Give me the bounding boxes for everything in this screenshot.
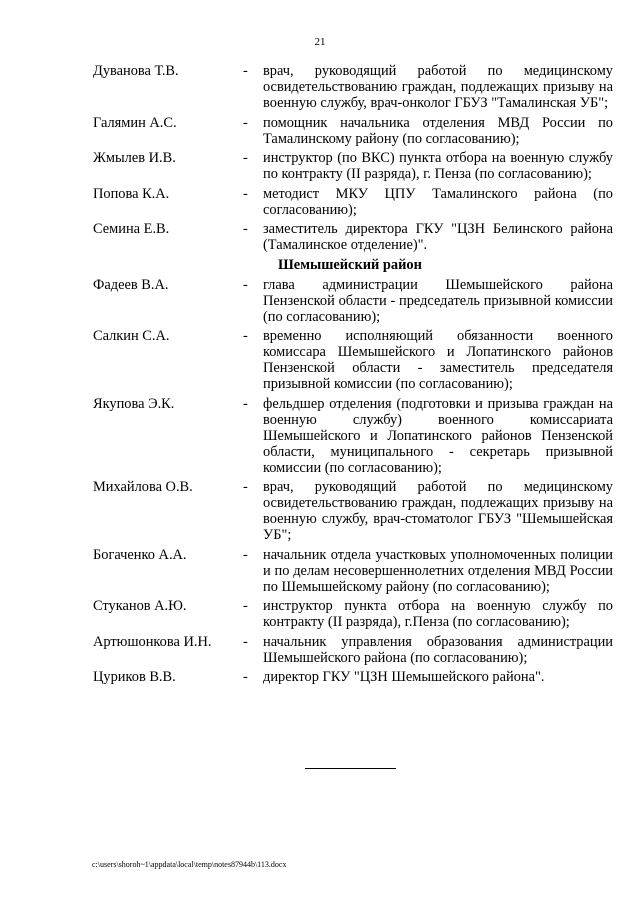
person-role: заместитель директора ГКУ "ЦЗН Белинского района (Тамалинское отделение)". — [263, 221, 613, 253]
person-name: Салкин С.А. — [93, 328, 170, 344]
person-role: помощник начальника отделения МВД России по Тамалинскому району (по согласованию); — [263, 114, 613, 147]
person-role: начальник отдела участковых уполномоченных полиции и по делам несовершеннолетних отделения МВД России по Шемышейскому району (по согласованию); — [263, 546, 613, 595]
dash: - — [243, 185, 248, 202]
list-item — [93, 186, 613, 218]
document-body — [93, 63, 613, 689]
list-item — [93, 63, 613, 111]
end-separator-line — [305, 768, 396, 769]
person-role: методист МКУ ЦПУ Тамалинского района (по согласованию); — [263, 185, 613, 218]
dash: - — [243, 328, 248, 344]
person-name: Семина Е.В. — [93, 221, 170, 237]
person-name: Дуванова Т.В. — [93, 63, 179, 79]
list-item — [93, 479, 613, 543]
list-item — [93, 277, 613, 325]
person-role: врач, руководящий работой по медицинскому освидетельствованию граждан, подлежащих призыву на военную службу, врач-онколог ГБУЗ "Тамалинская УБ"; — [263, 63, 613, 111]
person-role: временно исполняющий обязанности военного комиссара Шемышейского и Лопатинского районов Пензенской области - заместитель председателя призывной комиссии (по согласованию); — [263, 328, 613, 392]
dash: - — [243, 114, 248, 131]
footer-file-path: c:\users\shoroh~1\appdata\local\temp\notes87944b\113.docx — [92, 860, 287, 869]
dash: - — [243, 150, 248, 166]
person-name: Жмылев И.В. — [93, 150, 176, 166]
list-item — [93, 396, 613, 476]
list-item — [93, 150, 613, 182]
dash: - — [243, 395, 248, 412]
person-role: директор ГКУ "ЦЗН Шемышейского района". — [263, 669, 545, 685]
dash: - — [243, 276, 248, 293]
person-role: врач, руководящий работой по медицинскому освидетельствованию граждан, подлежащих призыву на военную службу, врач-стоматолог ГБУЗ "Шемышейская УБ"; — [263, 479, 613, 543]
person-name: Артюшонкова И.Н. — [93, 633, 212, 650]
person-name: Цуриков В.В. — [93, 669, 176, 685]
list-item — [93, 115, 613, 147]
list-item — [93, 598, 613, 630]
dash: - — [243, 546, 248, 563]
page-number: 21 — [314, 36, 326, 48]
person-role: фельдшер отделения (подготовки и призыва граждан на военную службу) военного комиссариата Шемышейского и Лопатинского районов Пензенской области, муниципального - секретарь призывной комиссии (по согласованию); — [263, 395, 613, 476]
dash: - — [243, 479, 248, 495]
person-role: инструктор пункта отбора на военную службу по контракту (II разряда), г.Пенза (по согласованию); — [263, 598, 613, 630]
person-name: Фадеев В.А. — [93, 276, 169, 293]
list-item — [93, 634, 613, 666]
dash: - — [243, 633, 248, 650]
dash: - — [243, 221, 248, 237]
dash: - — [243, 63, 248, 79]
person-name: Якупова Э.К. — [93, 395, 175, 412]
list-item — [93, 669, 613, 685]
dash: - — [243, 598, 248, 614]
person-name: Попова К.А. — [93, 185, 170, 202]
list-item — [93, 547, 613, 595]
person-name: Михайлова О.В. — [93, 479, 193, 495]
list-item — [93, 221, 613, 253]
person-role: инструктор (по ВКС) пункта отбора на военную службу по контракту (II разряда), г. Пенза (по согласованию); — [263, 150, 613, 182]
person-role: начальник управления образования администрации Шемышейского района (по согласованию); — [263, 633, 613, 666]
person-name: Стуканов А.Ю. — [93, 598, 187, 614]
person-name: Галямин А.С. — [93, 114, 177, 131]
list-item — [93, 328, 613, 392]
dash: - — [243, 669, 248, 685]
section-heading: Шемышейский район — [278, 256, 422, 273]
person-role: глава администрации Шемышейского района Пензенской области - председатель призывной комиссии (по согласованию); — [263, 276, 613, 325]
person-name: Богаченко А.А. — [93, 546, 187, 563]
